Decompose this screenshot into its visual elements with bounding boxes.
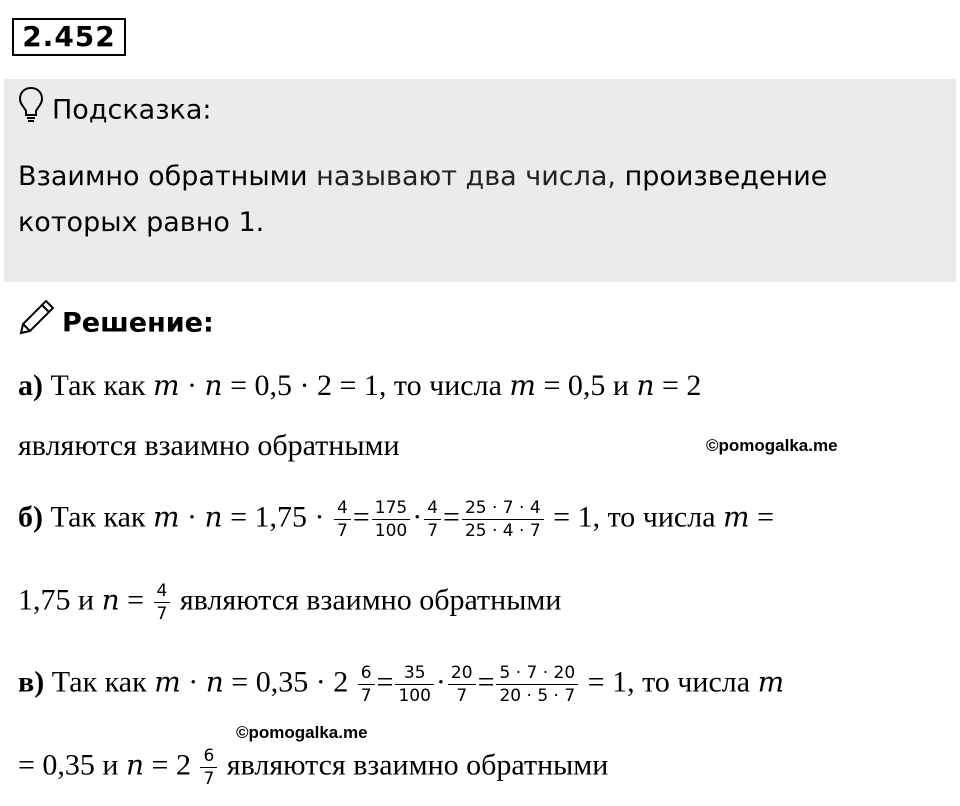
var-n: n — [101, 583, 120, 617]
hint-term-product: произведение — [624, 161, 828, 192]
text: = — [749, 500, 775, 534]
solution-a-line2: являются взаимно обратными — [18, 429, 400, 462]
dot: · — [179, 500, 205, 534]
text: являются взаимно обратными — [172, 583, 562, 617]
dot: · — [180, 665, 206, 699]
hint-term-equal: которых равно 1 — [18, 207, 256, 238]
fraction: $\frac{35}{100}$ — [395, 662, 433, 707]
fraction: $\frac{4}{7}$ — [154, 580, 171, 625]
text: = 1, то числа — [580, 665, 758, 699]
hint-text — [18, 154, 918, 246]
fraction: $\frac{5 \cdot 7 \cdot 20}{20 \cdot 5 \cdot 7}$ — [496, 662, 578, 707]
text: являются взаимно обратными — [219, 748, 609, 782]
hint-text-regular: называют два числа, — [307, 161, 625, 192]
fraction: $\frac{20}{7}$ — [448, 662, 476, 707]
var-m: m — [152, 500, 180, 534]
fraction: $\frac{6}{7}$ — [358, 662, 375, 707]
text: = 1, то числа — [545, 500, 724, 534]
label-b: б) — [18, 500, 43, 534]
var-m: m — [757, 665, 785, 699]
text: = 2 — [654, 369, 702, 402]
fraction: $\frac{4}{7}$ — [334, 497, 351, 542]
watermark: ©pomogalka.me — [706, 436, 838, 455]
text: = 0,5 и — [535, 369, 637, 402]
text: = 0,5 · 2 = 1, то числа — [222, 369, 510, 402]
text: = 0,35 · 2 — [223, 665, 356, 699]
solution-title — [18, 298, 214, 350]
solution-c-line1: в) Так как m · n = 0,35 · 2 $\frac{6}{7}$ = $\frac{35}{100}$ · $\frac{20}{7}$ = $\frac{5 \cdot 7 \cdot 20}{20 \cdot 5 \cdot 7}$ = 1, то числа m — [18, 663, 785, 706]
text: Так как — [44, 665, 155, 699]
watermark: ©pomogalka.me — [236, 723, 368, 742]
eq: = — [119, 583, 152, 617]
hint-term: Взаимно обратными — [18, 161, 308, 192]
fraction: $\frac{25 \cdot 7 \cdot 4}{25 \cdot 4 \cdot 7}$ — [462, 497, 544, 542]
var-n: n — [636, 369, 655, 402]
fraction: $\frac{175}{100}$ — [372, 497, 410, 542]
pencil-icon — [18, 298, 56, 350]
var-m: m — [509, 369, 536, 402]
solution-b-line2 — [18, 580, 561, 625]
var-n: n — [204, 369, 223, 402]
fraction: $\frac{4}{7}$ — [424, 497, 441, 542]
var-n: n — [205, 665, 224, 699]
var-m: m — [152, 369, 180, 402]
lightbulb-icon — [18, 86, 44, 136]
text: = 0,35 и — [18, 748, 126, 782]
text: Так как — [43, 500, 153, 534]
var-m: m — [723, 500, 750, 534]
var-n: n — [125, 748, 145, 782]
label-c: в) — [18, 665, 45, 699]
var-m: m — [154, 665, 181, 699]
solution-b-line1: б) Так как m · n = 1,75 · $\frac{4}{7}$ = $\frac{175}{100}$ · $\frac{4}{7}$ = $\frac{25 \cdot 7 \cdot 4}{25 \cdot 4 \cdot 7}$ = 1, то числа m = — [18, 498, 775, 541]
hint-title — [18, 86, 212, 136]
solution-title-text: Решение: — [62, 307, 214, 339]
hint-period: . — [255, 207, 265, 238]
text: Так как — [43, 369, 153, 402]
solution-c-line2 — [18, 745, 608, 790]
label-a: а) — [18, 369, 43, 402]
text: 1,75 и — [18, 583, 102, 617]
problem-number: 2.452 — [12, 18, 126, 56]
dot: · — [179, 369, 205, 402]
var-n: n — [204, 500, 223, 534]
solution-a-line1 — [18, 366, 701, 406]
text: = 2 — [144, 748, 199, 782]
hint-title-text: Подсказка: — [52, 94, 212, 126]
text: = 1,75 · — [222, 500, 333, 534]
fraction: $\frac{6}{7}$ — [200, 745, 217, 790]
